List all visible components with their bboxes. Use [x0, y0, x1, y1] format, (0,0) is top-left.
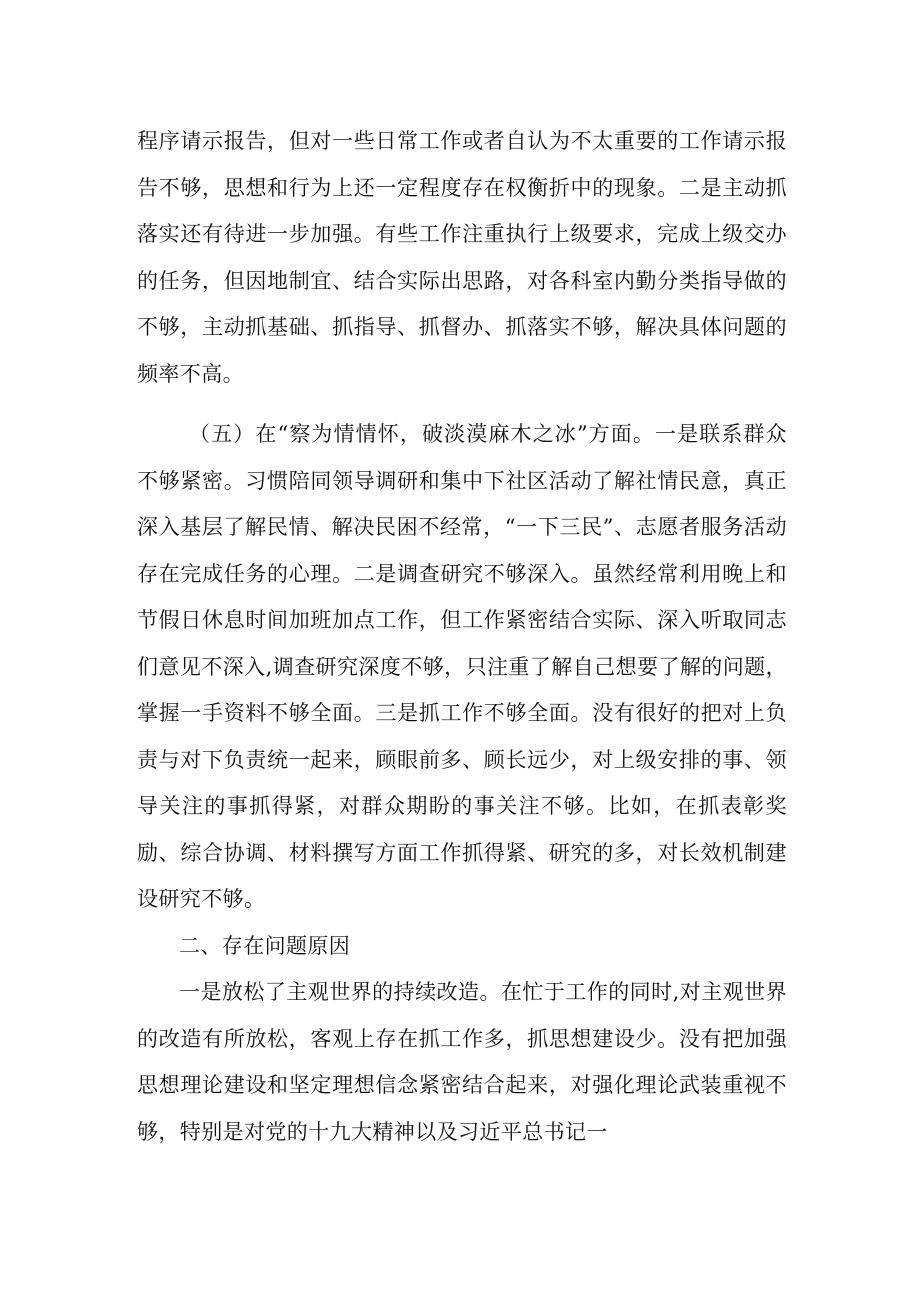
paragraph-section-five: （五）在“察为情情怀，破淡漠麻木之冰”方面。一是联系群众不够紧密。习惯陪同领导调研和集中下社区活动了解社情民意，真正深入基层了解民情、解决民困不经常，“一下三民”、志愿者服务活动存在完成任务的心理。二是调查研究不够深入。虽然经常利用晚上和节假日休息时间加班加点工作，但工作紧密结合实际、深入听取同志们意见不深入,调查研究深度不够，只注重了解自己想要了解的问题，掌握一手资料不够全面。三是抓工作不够全面。没有很好的把对上负责与对下负责统一起来，顾眼前多、顾长远少，对上级安排的事、领导关注的事抓得紧，对群众期盼的事关注不够。比如，在抓表彰奖励、综合协调、材料撰写方面工作抓得紧、研究的多，对长效机制建设研究不够。 — [137, 422, 787, 911]
section-heading-causes: 二、存在问题原因 — [179, 933, 351, 958]
document-body — [137, 118, 787, 1155]
paragraph-continued-reporting: 程序请示报告，但对一些日常工作或者自认为不太重要的工作请示报告不够，思想和行为上还一定程度存在权衡折中的现象。二是主动抓落实还有待进一步加强。有些工作注重执行上级要求，完成上级交办的任务，但因地制宜、结合实际出思路，对各科室内勤分类指导做的不够，主动抓基础、抓指导、抓督办、抓落实不够，解决具体问题的频率不高。 — [137, 129, 787, 386]
paragraph-cause-one: 一是放松了主观世界的持续改造。在忙于工作的同时,对主观世界的改造有所放松，客观上存在抓工作多，抓思想建设少。没有把加强思想理论建设和坚定理想信念紧密结合起来，对强化理论武装重视不够，特别是对党的十九大精神以及习近平总书记一 — [137, 980, 787, 1144]
